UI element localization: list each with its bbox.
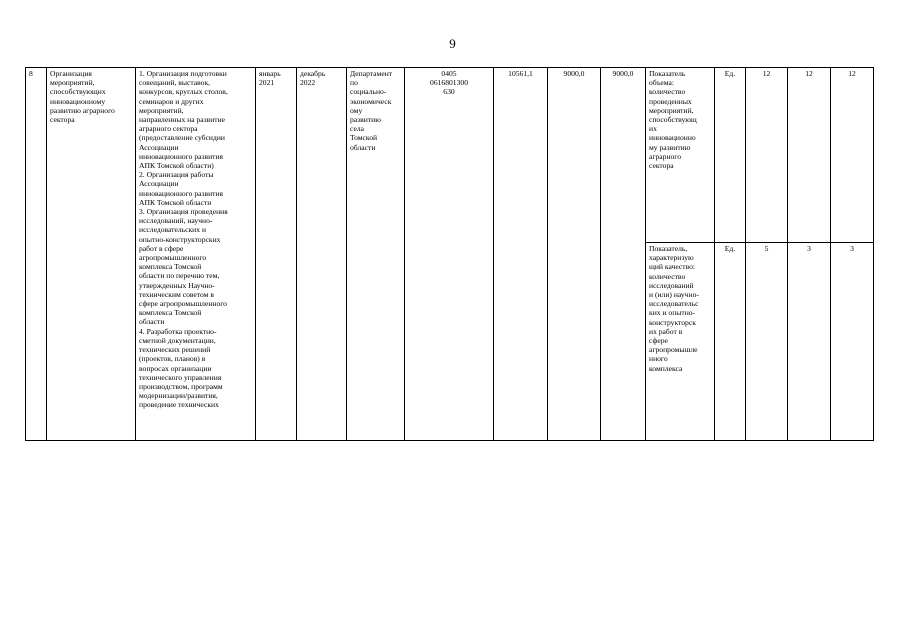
- event-name: Организация мероприятий, способствующих инновационному развитию аграрного сектора: [47, 68, 136, 441]
- amount-year-3: 9000,0: [601, 68, 646, 441]
- indicator-value-2: 3: [788, 243, 831, 441]
- indicator-unit: Ед.: [715, 68, 746, 243]
- table-row: [26, 68, 874, 243]
- end-date: декабрь 2022: [297, 68, 347, 441]
- indicator-value-2: 12: [788, 68, 831, 243]
- indicator-value-3: 3: [831, 243, 874, 441]
- indicator-name: Показатель объема: количество проведенных мероприятий, способствующ их инновационно му развитию аграрного сектора: [646, 68, 715, 243]
- budget-code: 0405 0616801300 630: [405, 68, 494, 441]
- start-date: январь 2021: [256, 68, 297, 441]
- indicator-value-3: 12: [831, 68, 874, 243]
- indicator-unit: Ед.: [715, 243, 746, 441]
- row-number: 8: [26, 68, 47, 441]
- indicator-value-1: 12: [746, 68, 788, 243]
- activities-list: 1. Организация подготовки совещаний, выставок, конкурсов, круглых столов, семинаров и других мероприятий, направленных на развитие аграрного сектора (предоставление субсидии Ассоциации инновационного развития АПК Томской области) 2. Организация работы Ассоциации инновационного развития АПК Томской области 3. Организация проведения исследований, научно- исследовательских и опытно-конструкторских работ в сфере агропромышленного комплекса Томской области по перечню тем, утвержденных Научно- техническим советом в сфере агропромышленного комплекса Томской области 4. Разработка проектно- сметной документации, технических решений (проектов, планов) в вопросах организации технического управления производством, программ модернизации/развития, проведение технических: [136, 68, 256, 441]
- indicator-value-1: 5: [746, 243, 788, 441]
- program-table: [25, 67, 874, 441]
- executor: Департамент по социально- экономическ ому развитию села Томской области: [347, 68, 405, 441]
- amount-year-1: 10561,1: [494, 68, 548, 441]
- indicator-name: Показатель, характеризую щий качество: количество исследований и (или) научно- исследовательс ких и опытно- конструкторск их работ в сфере агропромышле нного комплекса: [646, 243, 715, 441]
- amount-year-2: 9000,0: [548, 68, 601, 441]
- page-number: 9: [449, 36, 456, 51]
